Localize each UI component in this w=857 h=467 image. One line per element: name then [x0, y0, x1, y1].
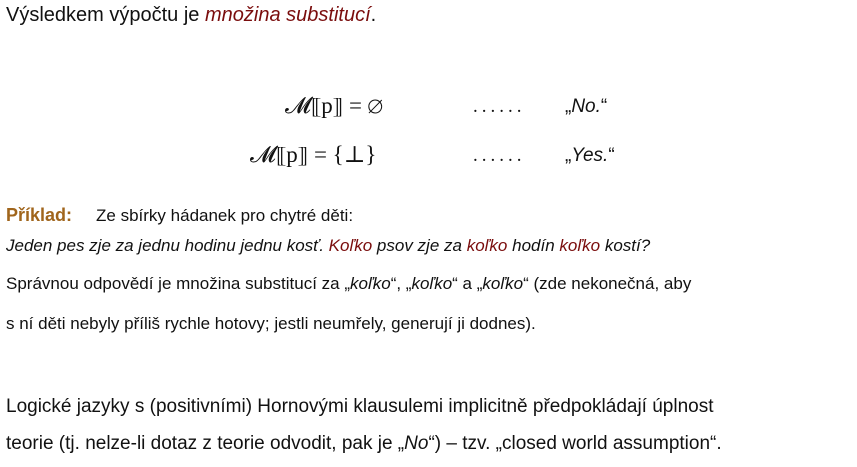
example-label: Příklad:	[6, 205, 73, 225]
riddle-line: Jeden pes zje za jednu hodinu jednu kosť. Koľko psov zje za koľko hodín koľko kostí?	[6, 236, 651, 255]
math-equation-bottom: 𝓜⟦p⟧ = {⊥}	[250, 142, 377, 167]
math-dots-1: ......	[473, 96, 526, 117]
answer-no: „No.“	[565, 96, 608, 117]
example-heading: Ze sbírky hádanek pro chytré děti:	[96, 206, 354, 225]
answer-yes-text: Yes.	[571, 145, 609, 166]
answer-no-text: No.	[571, 96, 601, 117]
intro-term: množina substitucí	[204, 4, 371, 26]
closing-line-2: teorie (tj. nelze-li dotaz z teorie odvodit, pak je „No“) – tzv. „closed world assumption“.	[6, 433, 722, 454]
example-header	[6, 205, 353, 226]
intro-prefix: Výsledkem výpočtu je	[6, 4, 205, 26]
math-dots-2: ......	[473, 145, 526, 166]
kolko-1: Koľko	[328, 236, 373, 255]
kolko-2: koľko	[466, 236, 508, 255]
answer-line-2: s ní děti nebyly příliš rychle hotovy; jestli neumřely, generují ji dodnes).	[6, 314, 536, 333]
intro-sentence	[6, 4, 376, 27]
answer-yes: „Yes.“	[565, 145, 615, 166]
math-equation-empty: 𝓜⟦p⟧ = ∅	[285, 93, 383, 118]
answer-line-1: Správnou odpovědí je množina substitucí za „koľko“, „koľko“ a „koľko“ (zde nekonečná, aby	[6, 274, 692, 293]
closing-line-1: Logické jazyky s (positivními) Hornovými klausulemi implicitně předpokládají úplnost	[6, 396, 714, 417]
kolko-3: koľko	[559, 236, 601, 255]
intro-suffix: .	[370, 4, 377, 26]
